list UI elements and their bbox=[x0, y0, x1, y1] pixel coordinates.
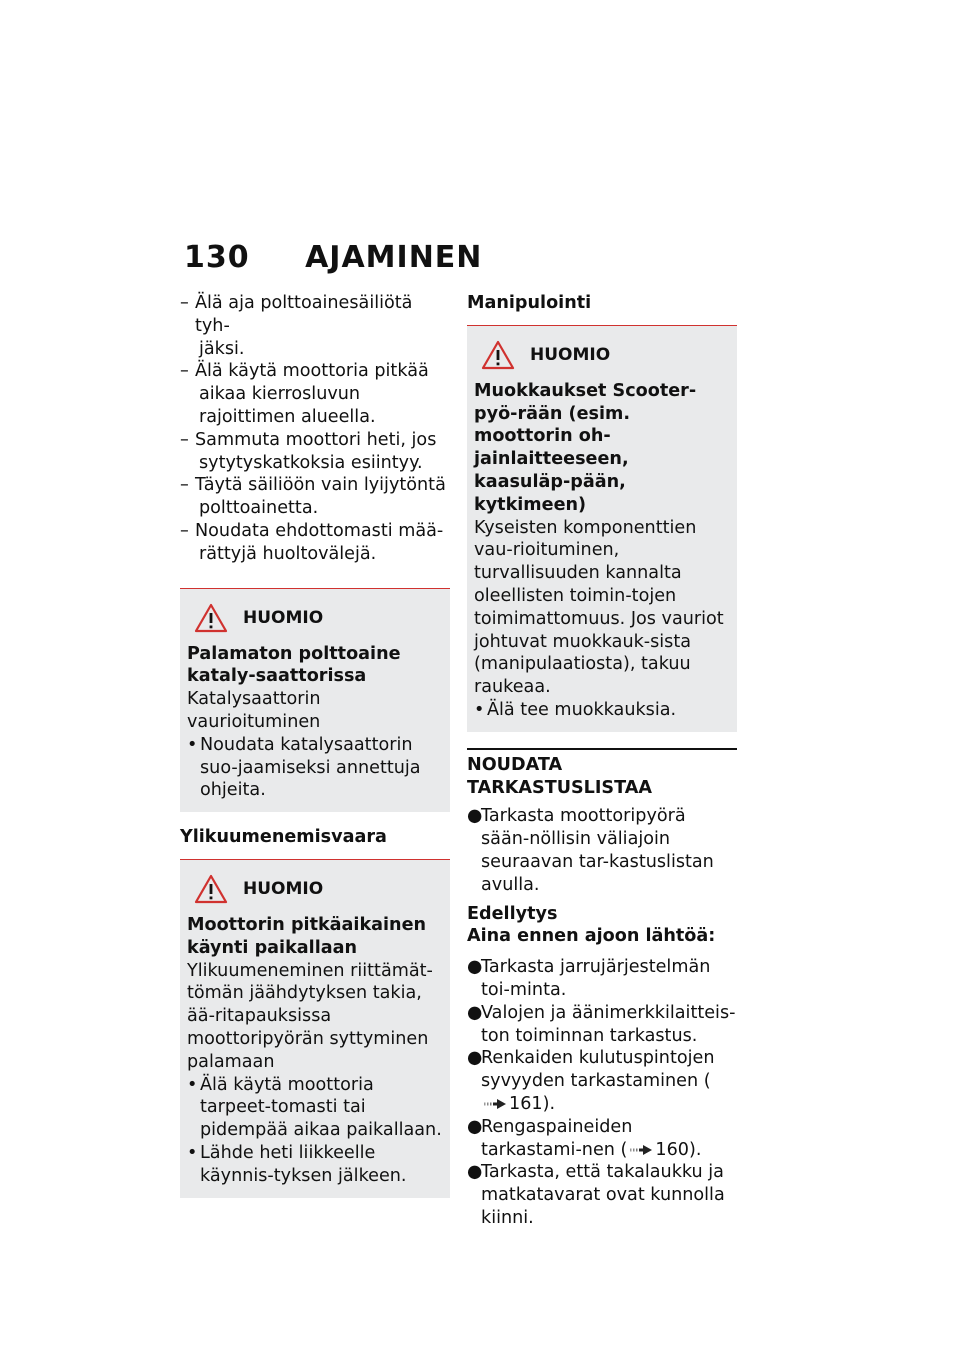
checklist-item: ● Tarkasta, että takalaukku ja matkatavarat ovat kunnolla kiinni. bbox=[467, 1162, 725, 1228]
notice-body: Katalysaattorin vaurioituminen bbox=[187, 689, 321, 732]
notice-bullet: • Lähde heti liikkeelle käynnis-tyksen jälkeen. bbox=[187, 1142, 407, 1186]
dash-item: – Sammuta moottori heti, jos sytytyskatkoksia esiintyy. bbox=[180, 429, 437, 473]
notice-bullet: • Älä tee muokkauksia. bbox=[474, 699, 677, 720]
notice-box bbox=[180, 859, 450, 1198]
right-column bbox=[467, 290, 737, 1230]
notice-heading: Moottorin pitkäaikainen käynti paikallaan bbox=[187, 914, 427, 958]
notice-label: HUOMIO bbox=[530, 344, 611, 365]
notice-bullet: • Noudata katalysaattorin suo-jaamiseksi annettuja ohjeita. bbox=[187, 734, 421, 801]
checklist-item: ● Renkaiden kulutuspintojen syvyyden tarkastaminen (161). bbox=[467, 1048, 715, 1114]
page-header bbox=[184, 240, 482, 275]
page-reference-arrow-icon bbox=[483, 1098, 507, 1110]
warning-triangle-icon bbox=[194, 603, 228, 633]
section-subheading: Ylikuumenemisvaara bbox=[180, 827, 387, 848]
checklist-item: ● Valojen ja äänimerkkilaitteis-ton toiminnan tarkastus. bbox=[467, 1002, 736, 1046]
notice-heading: Muokkaukset Scooter-pyö-rään (esim. moottorin oh-jainlaitteeseen, kaasuläp-pään, kytkimeen) bbox=[474, 380, 697, 515]
section-title: NOUDATA TARKASTUSLISTAA bbox=[467, 748, 737, 800]
notice-bullet: • Älä käytä moottoria tarpeet-tomasti tai pidempää aikaa paikallaan. bbox=[187, 1074, 442, 1141]
warning-triangle-icon bbox=[194, 874, 228, 904]
dash-item: – Noudata ehdottomasti mää- rättyjä huoltovälejä. bbox=[180, 520, 444, 564]
checklist bbox=[467, 956, 737, 1230]
dash-list bbox=[180, 292, 450, 566]
page-reference[interactable]: 160). bbox=[655, 1139, 702, 1160]
chapter-title: AJAMINEN bbox=[305, 240, 483, 275]
page-reference[interactable]: 161). bbox=[509, 1093, 556, 1114]
dash-item: – Täytä säiliöön vain lyijytöntä polttoainetta. bbox=[180, 475, 446, 519]
checklist-item: ● Rengaspaineiden tarkastami-nen ( 160). bbox=[467, 1116, 702, 1160]
notice-box bbox=[467, 325, 737, 732]
checklist-item: ● Tarkasta jarrujärjestelmän toi-minta. bbox=[467, 957, 711, 1000]
notice-body: Kyseisten komponenttien vau-rioituminen, turvallisuuden kannalta oleellisten toimin-tojen toimimattomuus. Jos vauriot johtuvat muokkauk-sista (manipulaatiosta), takuu raukeaa. bbox=[474, 517, 724, 698]
section-bullet: ● Tarkasta moottoripyörä sään-nöllisin väliajoin seuraavan tar-kastuslistan avulla. bbox=[467, 806, 714, 895]
dash-item: – Älä käytä moottoria pitkää aikaa kierrosluvun rajoittimen alueella. bbox=[180, 361, 429, 427]
notice-heading: Palamaton polttoaine kataly-saattorissa bbox=[187, 643, 401, 687]
notice-box bbox=[180, 588, 450, 813]
section-subheading: Manipulointi bbox=[467, 293, 592, 313]
prerequisite-subtitle: Aina ennen ajoon lähtöä: bbox=[467, 926, 716, 947]
notice-label: HUOMIO bbox=[243, 607, 324, 628]
page-number: 130 bbox=[184, 240, 250, 275]
dash-item: – Älä aja polttoainesäiliötä tyh- jäksi. bbox=[180, 293, 413, 359]
prerequisite-title: Edellytys bbox=[467, 903, 558, 924]
notice-label: HUOMIO bbox=[243, 878, 324, 899]
left-column bbox=[180, 290, 450, 1198]
page-reference-arrow-icon bbox=[629, 1144, 653, 1156]
notice-body: Ylikuumeneminen riittämät-tömän jäähdytyksen takia, ää-ritapauksissa moottoripyörän syttyminen palamaan bbox=[187, 960, 433, 1072]
warning-triangle-icon bbox=[481, 340, 515, 370]
